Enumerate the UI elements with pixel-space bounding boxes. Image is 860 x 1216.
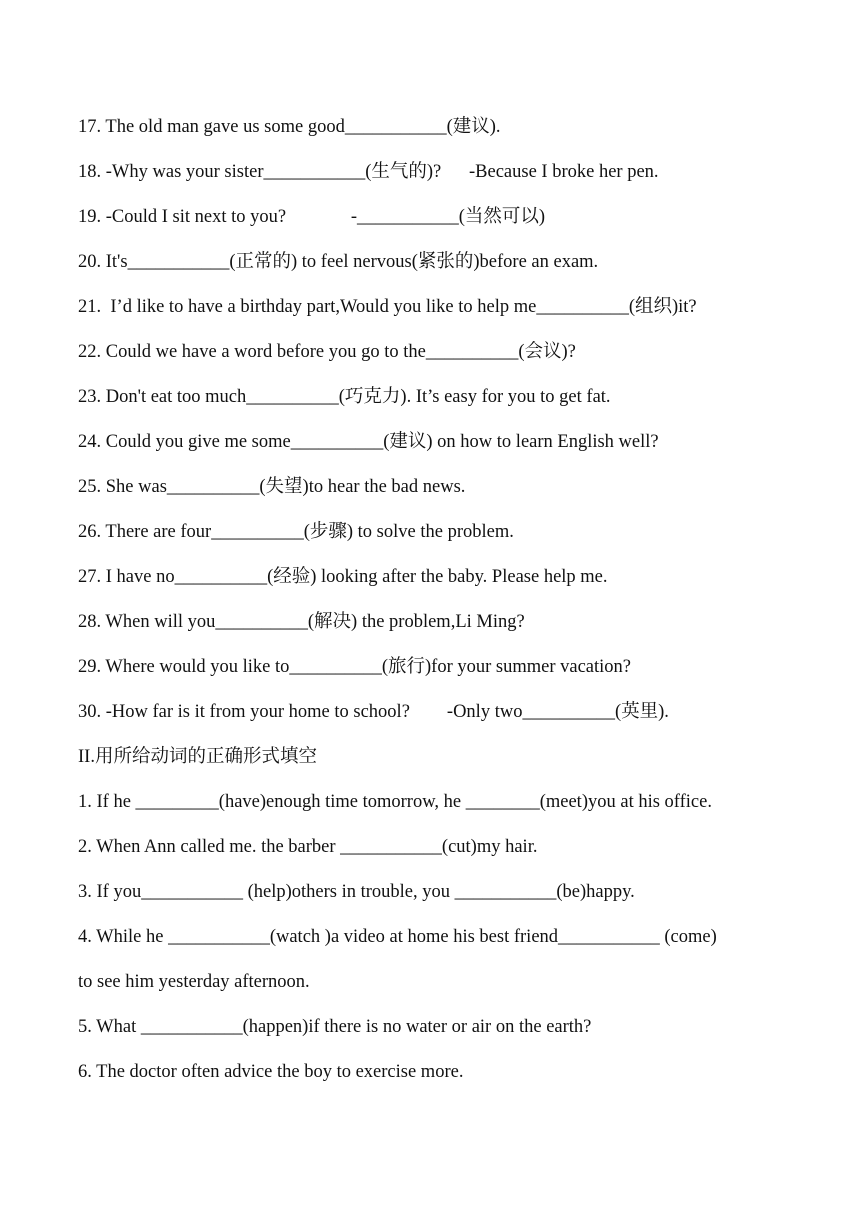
verb-question-4: 4. While he ___________(watch )a video at home his best friend___________ (come) [78,927,717,947]
question-24: 24. Could you give me some__________(建议) on how to learn English well? [78,432,659,452]
question-29: 29. Where would you like to__________(旅行)for your summer vacation? [78,657,631,677]
section-heading: II.用所给动词的正确形式填空 [78,747,317,767]
question-27: 27. I have no__________(经验) looking after the baby. Please help me. [78,567,608,587]
verb-question-4-continued: to see him yesterday afternoon. [78,972,310,992]
question-23: 23. Don't eat too much__________(巧克力). It’s easy for you to get fat. [78,387,611,407]
question-26: 26. There are four__________(步骤) to solve the problem. [78,522,514,542]
verb-question-5: 5. What ___________(happen)if there is no water or air on the earth? [78,1017,592,1037]
question-18: 18. -Why was your sister___________(生气的)? -Because I broke her pen. [78,162,659,182]
question-19: 19. -Could I sit next to you? -___________(当然可以) [78,207,546,227]
question-28: 28. When will you__________(解决) the problem,Li Ming? [78,612,525,632]
verb-question-3: 3. If you___________ (help)others in trouble, you ___________(be)happy. [78,882,635,902]
verb-question-2: 2. When Ann called me. the barber ___________(cut)my hair. [78,837,538,857]
question-17: 17. The old man gave us some good___________(建议). [78,117,501,137]
question-25: 25. She was__________(失望)to hear the bad news. [78,477,466,497]
question-21: 21. I’d like to have a birthday part,Would you like to help me__________(组织)it? [78,297,697,317]
question-20: 20. It's___________(正常的) to feel nervous(紧张的)before an exam. [78,252,599,272]
verb-question-1: 1. If he _________(have)enough time tomorrow, he ________(meet)you at his office. [78,792,712,812]
verb-question-6: 6. The doctor often advice the boy to exercise more. [78,1062,464,1082]
question-22: 22. Could we have a word before you go to the__________(会议)? [78,342,576,362]
question-30: 30. -How far is it from your home to school? -Only two__________(英里). [78,702,669,722]
